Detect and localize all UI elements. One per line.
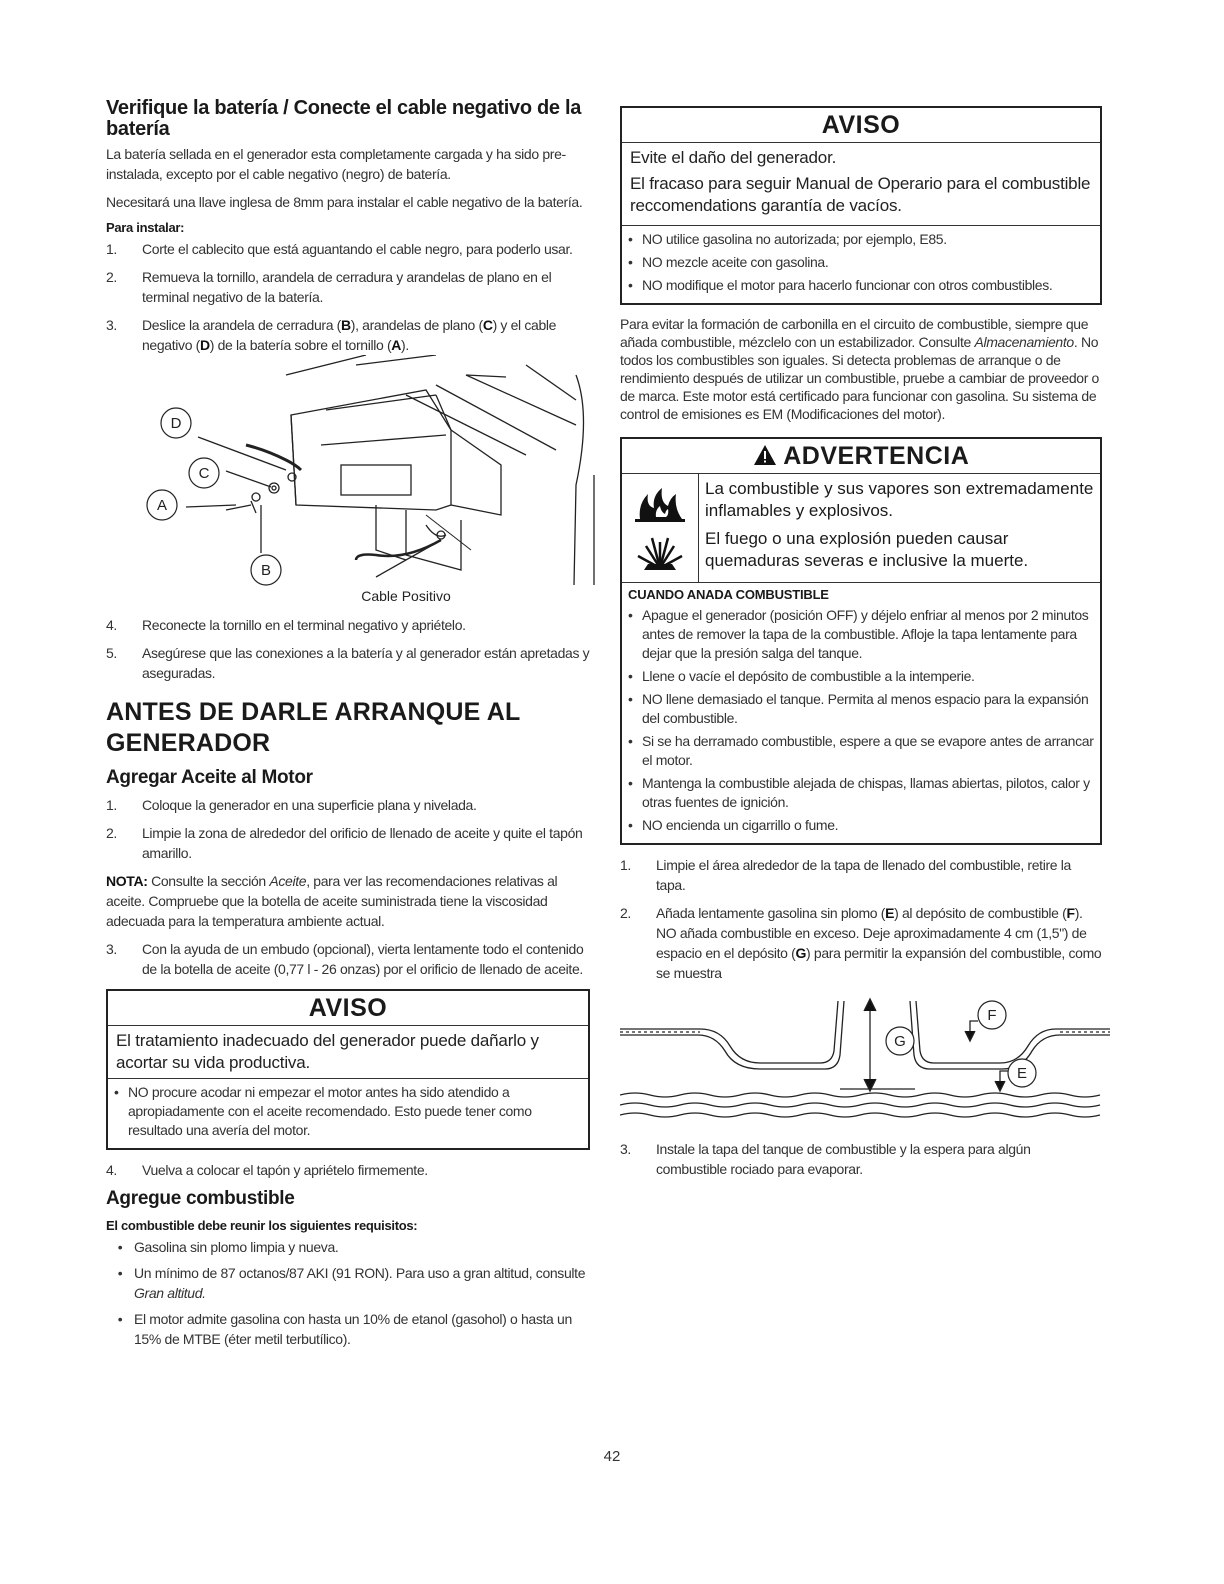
aviso-oil-box — [106, 989, 590, 1150]
step-text: Limpie la zona de alrededor del orificio de llenado de aceite y quite el tapón amarillo. — [142, 825, 583, 861]
list-item — [106, 795, 590, 815]
step-text: Añada lentamente gasolina sin plomo (E) al depósito de combustible (F). NO añada combustible en exceso. Deje aproximadamente 4 cm (1,5") de espacio en el depósito (G) para permitir la expansión del combustible, como se muestra — [656, 905, 1102, 981]
battery-paragraph-1: La batería sellada en el generador esta completamente cargada y ha sido pre-instalada, excepto por el cable negativo (negro) de batería. — [106, 146, 566, 182]
step-text: Corte el cablecito que está aguantando el cable negro, para poderlo usar. — [142, 241, 573, 257]
step-number: 3. — [106, 941, 117, 957]
list-item: • NO utilice gasolina no autorizada; por ejemplo, E85. — [628, 231, 947, 247]
label-g: G — [894, 1033, 906, 1050]
step-number: 1. — [106, 797, 117, 813]
list-item — [106, 939, 590, 979]
oil-steps — [106, 795, 590, 863]
step-text: Deslice la arandela de cerradura (B), arandelas de plano (C) y el cable negativo (D) de la batería sobre el tornillo (A). — [142, 317, 557, 353]
battery-figure — [106, 355, 590, 605]
warning-burn-text: El fuego o una explosión pueden causar quemaduras severas e inclusive la muerte. — [705, 529, 1029, 570]
step-text: Remueva la tornillo, arandela de cerradura y arandelas de plano en el terminal negativo de la batería. — [142, 269, 552, 305]
list-item — [620, 903, 1102, 983]
step-text: Asegúrese que las conexiones a la batería y al generador están apretadas y aseguradas. — [142, 645, 590, 681]
step-number: 5. — [106, 645, 117, 661]
hazard-icons — [622, 474, 699, 582]
warning-flammable-text: La combustible y sus vapores son extremadamente inflamables y explosivos. — [705, 479, 1094, 520]
label-f: F — [987, 1007, 997, 1024]
list-item — [620, 1139, 1102, 1179]
list-item — [106, 823, 590, 863]
main-heading: ANTES DE DARLE ARRANQUE AL GENERADOR — [106, 698, 521, 757]
explosion-icon — [630, 532, 690, 572]
step-number: 4. — [106, 617, 117, 633]
label-a: A — [156, 497, 168, 514]
aviso-fuel-box — [620, 106, 1102, 305]
list-item: • NO modifique el motor para hacerlo funcionar con otros combustibles. — [628, 277, 1053, 293]
list-item: • NO llene demasiado el tanque. Permita al menos espacio para la expansión del combustible. — [628, 691, 1089, 726]
battery-steps — [106, 239, 590, 355]
list-item: • NO procure acodar ni empezar el motor antes ha sido atendido a apropiadamente con el aceite recomendado. Esto puede tener como resultado una avería del motor. — [114, 1084, 532, 1138]
list-item — [106, 239, 590, 259]
fuel-tank-illustration — [620, 991, 1110, 1131]
step-number: 4. — [106, 1162, 117, 1178]
oil-step-3 — [106, 939, 590, 979]
step-number: 2. — [620, 905, 631, 921]
warning-triangle-icon — [753, 444, 777, 466]
step-text: Con la ayuda de un embudo (opcional), vierta lentamente todo el contenido de la botella de aceite (0,77 l - 26 onzas) por el orificio de llenado de aceite. — [142, 941, 584, 977]
list-item: • Llene o vacíe el depósito de combustible a la intemperie. — [628, 668, 975, 684]
list-item — [106, 615, 590, 635]
stabilizer-paragraph: Para evitar la formación de carbonilla en el circuito de combustible, siempre que añada combustible, mézclelo con un estabilizador. Consulte Almacenamiento. No todos los combustibles son iguales. Si detecta problemas de arranque o de rendimiento después de utilizar un combustible, pruebe a cambiar de proveedor o de marca. Este motor está certificado para funcionar con gasolina. Su sistema de control de emisiones es EM (Modificaciones del motor). — [620, 316, 1099, 422]
list-item: • Un mínimo de 87 octanos/87 AKI (91 RON). Para uso a gran altitud, consulte Gran altitud. — [117, 1265, 586, 1301]
step-text: Reconecte la tornillo en el terminal negativo y apriételo. — [142, 617, 466, 633]
aviso-main-text: El tratamiento inadecuado del generador puede dañarlo y acortar su vida productiva. — [108, 1026, 588, 1079]
list-item: • El motor admite gasolina con hasta un 10% de etanol (gasohol) o hasta un 15% de MTBE (éter metil terbutílico). — [117, 1311, 572, 1347]
warning-subheading: CUANDO ANADA COMBUSTIBLE — [628, 587, 829, 602]
warning-text — [699, 474, 1100, 582]
step-number: 3. — [620, 1141, 631, 1157]
fuel-tank-figure — [620, 991, 1102, 1131]
list-item — [106, 315, 590, 355]
step-number: 2. — [106, 825, 117, 841]
list-item: • NO mezcle aceite con gasolina. — [628, 254, 829, 270]
list-item — [620, 855, 1102, 895]
list-item — [106, 643, 590, 683]
right-column — [620, 106, 1102, 1187]
step-number: 1. — [106, 241, 117, 257]
battery-illustration — [106, 355, 596, 605]
label-d: D — [170, 415, 182, 432]
fill-step-3 — [620, 1139, 1102, 1179]
battery-paragraph-2: Necesitará una llave inglesa de 8mm para instalar el cable negativo de la batería. — [106, 194, 583, 210]
step-text: Instale la tapa del tanque de combustible y la espera para algún combustible rociado para evaporar. — [656, 1141, 1031, 1177]
aviso-title: AVISO — [108, 991, 588, 1026]
list-item: • Mantenga la combustible alejada de chispas, llamas abiertas, pilotos, calor y otras fuentes de ignición. — [628, 775, 1090, 810]
label-positive-cable: Cable Positivo — [361, 588, 451, 604]
label-c: C — [198, 465, 210, 482]
step-number: 1. — [620, 857, 631, 873]
warning-hazard-row — [622, 474, 1100, 583]
battery-title: Verifique la batería / Conecte el cable negativo de la batería — [106, 97, 582, 140]
oil-note: NOTA: Consulte la sección Aceite, para ver las recomendaciones relativas al aceite. Compruebe que la botella de aceite suministrada tiene la viscosidad adecuada para la temperatura ambiente actual. — [106, 873, 558, 929]
step-text: Limpie el área alrededor de la tapa de llenado del combustible, retire la tapa. — [656, 857, 1071, 893]
label-e: E — [1016, 1065, 1028, 1082]
list-item — [106, 1160, 590, 1180]
fuel-requirements-list — [106, 1237, 590, 1349]
step-number: 3. — [106, 317, 117, 333]
fuel-requirements-label: El combustible debe reunir los siguientes requisitos: — [106, 1218, 418, 1233]
fill-steps — [620, 855, 1102, 983]
aviso-title: AVISO — [622, 108, 1100, 143]
step-number: 2. — [106, 269, 117, 285]
step-text: Vuelva a colocar el tapón y apriételo firmemente. — [142, 1162, 428, 1178]
list-item: • Si se ha derramado combustible, espere a que se evapore antes de arrancar el motor. — [628, 733, 1094, 768]
list-item: • NO encienda un cigarrillo o fume. — [628, 817, 839, 833]
fuel-title: Agregue combustible — [106, 1188, 295, 1209]
label-b: B — [260, 562, 272, 579]
left-column — [106, 92, 590, 1355]
battery-steps-continued — [106, 615, 590, 683]
list-item: • Gasolina sin plomo limpia y nueva. — [117, 1239, 339, 1255]
warning-box — [620, 437, 1102, 845]
page-number: 42 — [603, 1448, 621, 1465]
list-item — [106, 267, 590, 307]
step-text: Coloque la generador en una superficie plana y nivelada. — [142, 797, 477, 813]
oil-step-4 — [106, 1160, 590, 1180]
oil-title: Agregar Aceite al Motor — [106, 767, 313, 788]
install-label: Para instalar: — [106, 220, 185, 235]
aviso-main-text: Evite el daño del generador. El fracaso para seguir Manual de Operario para el combustible reccomendations garantía de vacíos. — [622, 143, 1100, 226]
warning-title: ADVERTENCIA — [622, 439, 1100, 474]
list-item: • Apague el generador (posición OFF) y déjelo enfriar al menos por 2 minutos antes de remover la tapa de la combustible. Afloje la tapa lentamente para dejar que la presión salga del tanque. — [628, 607, 1089, 661]
fire-icon — [630, 484, 690, 524]
